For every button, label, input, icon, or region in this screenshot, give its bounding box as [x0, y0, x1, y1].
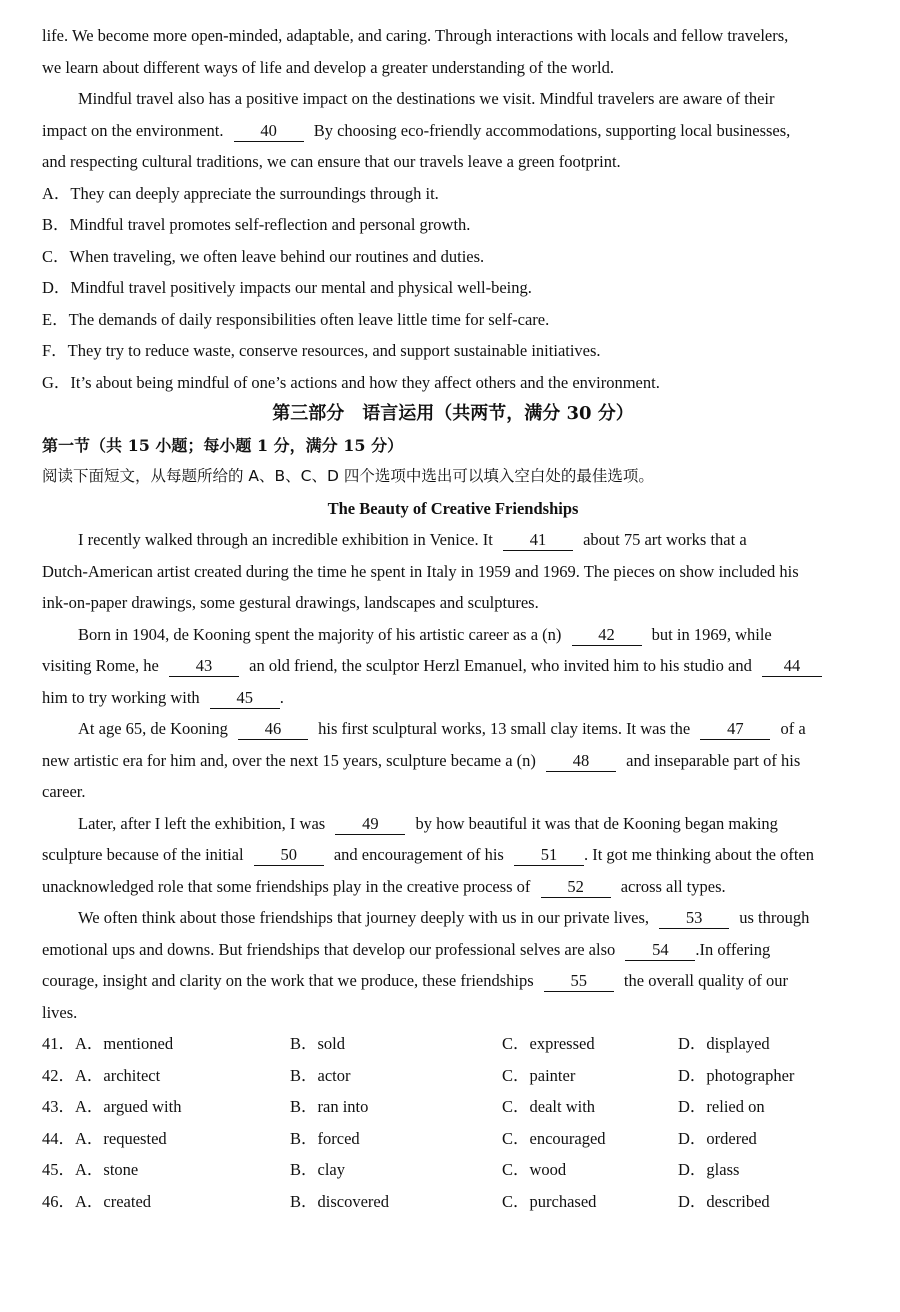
option-a: 43．A．argued with: [42, 1097, 182, 1116]
paragraph-line: [42, 682, 864, 714]
question-row-45: [42, 1154, 864, 1186]
blank-54: 54: [625, 940, 695, 961]
text-span: By choosing eco-friendly accommodations, supporting local businesses,: [313, 120, 791, 140]
option-b: B．sold: [290, 1034, 346, 1053]
text-span: unacknowledged role that some friendships play in the creative process of: [42, 876, 531, 896]
blank-47: 47: [700, 719, 770, 740]
option-item: B．Mindful travel promotes self-reflection and personal growth.: [42, 215, 471, 234]
text-span: courage, insight and clarity on the work that we produce, these friendships: [42, 971, 534, 990]
blank-46: 46: [238, 719, 308, 740]
instructions: 阅读下面短文，从每题所给的 A、B、C、D 四个选项中选出可以填入空白处的最佳选项。: [42, 467, 654, 485]
passage-title: The Beauty of Creative Friendships: [327, 498, 579, 518]
text-span: We often think about those friendships that journey deeply with us in our private lives,: [78, 908, 650, 927]
paragraph-line: [42, 871, 864, 903]
option-c: C．encouraged: [502, 1128, 606, 1148]
option-item: C．When traveling, we often leave behind our routines and duties.: [42, 246, 485, 266]
option-d: D．displayed: [678, 1034, 770, 1053]
option-d: D．described: [678, 1191, 770, 1211]
text-span: him to try working with: [42, 687, 200, 707]
blank-52: 52: [541, 877, 611, 898]
option-d: D．photographer: [678, 1065, 795, 1085]
text-span: the overall quality of our: [623, 971, 788, 990]
blank-43: 43: [169, 656, 239, 677]
text-span: but in 1969, while: [651, 624, 772, 644]
option-c: C．wood: [502, 1160, 567, 1179]
text-span: impact on the environment.: [42, 120, 224, 140]
paragraph-line: career.: [42, 782, 86, 801]
paragraph-line: [42, 115, 864, 147]
blank-48: 48: [546, 751, 616, 772]
text-span: of a: [780, 719, 806, 738]
text-span: At age 65, de Kooning: [78, 719, 228, 738]
question-row-44: [42, 1123, 864, 1155]
option-item: E．The demands of daily responsibilities often leave little time for self-care.: [42, 309, 550, 329]
option-a: 44．A．requested: [42, 1128, 167, 1148]
paragraph-line: lives.: [42, 1002, 78, 1022]
blank-45: 45: [210, 688, 280, 709]
option-item: A．They can deeply appreciate the surroundings through it.: [42, 183, 439, 203]
option-b: B．discovered: [290, 1191, 389, 1211]
option-item: G．It’s about being mindful of one’s actions and how they affect others and the environment.: [42, 372, 660, 392]
text-span: an old friend, the sculptor Herzl Emanuel, who invited him to his studio and: [249, 656, 752, 675]
paragraph-line: ink-on-paper drawings, some gestural drawings, landscapes and sculptures.: [42, 593, 539, 612]
text-span: us through: [739, 908, 810, 927]
option-b: B．ran into: [290, 1097, 369, 1116]
option-a: 46．A．created: [42, 1191, 152, 1211]
option-a: 45．A．stone: [42, 1160, 139, 1179]
option-a: 41．A．mentioned: [42, 1034, 174, 1053]
paragraph-line: [42, 839, 864, 871]
blank-40: 40: [234, 121, 304, 142]
paragraph-line: [42, 808, 864, 840]
text-span: sculpture because of the initial: [42, 845, 244, 864]
paragraph-line: [42, 745, 864, 777]
text-span: about 75 art works that a: [583, 530, 747, 549]
blank-42: 42: [572, 625, 642, 646]
blank-53: 53: [659, 908, 729, 929]
option-c: C．expressed: [502, 1034, 595, 1053]
text-span: . It got me thinking about the often: [583, 845, 814, 864]
text-span: visiting Rome, he: [42, 656, 159, 675]
question-row-42: [42, 1060, 864, 1092]
blank-41: 41: [503, 530, 573, 551]
text-span: .In offering: [695, 939, 771, 959]
blank-55: 55: [544, 971, 614, 992]
text-span: and inseparable part of his: [626, 750, 801, 770]
option-d: D．relied on: [678, 1097, 765, 1116]
blank-50: 50: [254, 845, 324, 866]
blank-49: 49: [335, 814, 405, 835]
question-row-43: [42, 1091, 864, 1123]
question-row-41: [42, 1028, 864, 1060]
option-a: 42．A．architect: [42, 1065, 161, 1085]
option-b: B．forced: [290, 1128, 360, 1148]
option-item: D．Mindful travel positively impacts our mental and physical well-being.: [42, 278, 532, 297]
option-d: D．glass: [678, 1160, 740, 1179]
paragraph-line: [42, 650, 864, 682]
blank-51: 51: [514, 845, 584, 866]
text-span: across all types.: [620, 876, 726, 896]
text-span: Born in 1904, de Kooning spent the majority of his artistic career as a (n): [78, 624, 562, 644]
option-d: D．ordered: [678, 1128, 757, 1148]
text-span: emotional ups and downs. But friendships that develop our professional selves are also: [42, 939, 616, 959]
paragraph-line: [42, 619, 864, 651]
option-c: C．purchased: [502, 1191, 597, 1211]
paragraph-line: Dutch-American artist created during the time he spent in Italy in 1959 and 1969. The pieces on show included his: [42, 561, 799, 581]
paragraph-line: [42, 965, 864, 997]
text-span: by how beautiful it was that de Kooning began making: [415, 813, 778, 833]
paragraph-line: we learn about different ways of life and develop a greater understanding of the world.: [42, 57, 614, 77]
paragraph-line: [42, 934, 864, 966]
option-item: F．They try to reduce waste, conserve resources, and support sustainable initiatives.: [42, 341, 601, 360]
paragraph-line: Mindful travel also has a positive impact on the destinations we visit. Mindful travelers are aware of their: [78, 89, 775, 108]
paragraph-line: and respecting cultural traditions, we can ensure that our travels leave a green footprint.: [42, 152, 621, 171]
question-row-46: [42, 1186, 864, 1218]
sub-title: 第一节（共 15 小题；每小题 1 分，满分 15 分）: [42, 435, 404, 455]
paragraph-line: life. We become more open-minded, adaptable, and caring. Through interactions with locals and fellow travelers,: [42, 26, 789, 45]
paragraph-line: [42, 902, 864, 934]
section-title: 第三部分 语言运用（共两节，满分 30 分）: [272, 403, 634, 424]
text-span: new artistic era for him and, over the next 15 years, sculpture became a (n): [42, 750, 536, 770]
paragraph-line: [42, 713, 864, 745]
text-span: I recently walked through an incredible exhibition in Venice. It: [78, 530, 493, 549]
text-span: .: [279, 687, 284, 707]
paragraph-line: [42, 524, 864, 556]
text-span: Later, after I left the exhibition, I was: [78, 813, 326, 833]
option-c: C．painter: [502, 1065, 576, 1085]
option-b: B．clay: [290, 1160, 345, 1179]
text-span: and encouragement of his: [333, 845, 504, 864]
option-b: B．actor: [290, 1065, 351, 1085]
blank-44: 44: [762, 656, 822, 677]
option-c: C．dealt with: [502, 1097, 596, 1116]
document-page: [42, 20, 864, 1217]
text-span: his first sculptural works, 13 small clay items. It was the: [318, 719, 691, 738]
